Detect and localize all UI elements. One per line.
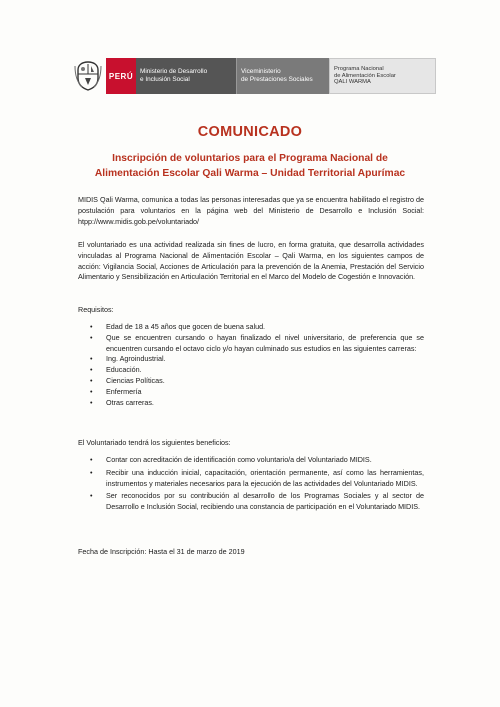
program-line-2: de Alimentación Escolar <box>334 72 396 79</box>
viceministry-block <box>236 58 329 94</box>
list-item: • Enfermería <box>90 387 424 398</box>
vice-line-2: de Prestaciones Sociales <box>241 76 313 83</box>
list-item: • Ciencias Políticas. <box>90 376 424 387</box>
list-item: • Otras carreras. <box>90 398 424 409</box>
letterhead <box>70 58 436 94</box>
benefits-label: El Voluntariado tendrá los siguientes beneficios: <box>78 438 231 447</box>
requirements-label: Requisitos: <box>78 305 114 314</box>
list-item: • Contar con acreditación de identificación como voluntario/a del Voluntariado MIDIS. <box>90 455 424 466</box>
ministry-block <box>136 58 236 94</box>
requirements-list <box>90 322 424 408</box>
vice-line-1: Viceministerio <box>241 68 281 75</box>
list-item: • Que se encuentren cursando o hayan finalizado el nivel universitario, de preferencia que se encuentren cursando el octavo ciclo y/o hayan culminado sus estudios en las siguientes carreras: <box>90 333 424 355</box>
intro-paragraph: MIDIS Qali Warma, comunica a todas las personas interesadas que ya se encuentra habilitado el registro de postulación para voluntarios en la página web del Ministerio de Desarrollo e Inclusión Social: htpp://www.midis.gob.pe/voluntariado/ <box>78 195 424 226</box>
document-title: COMUNICADO <box>197 124 303 140</box>
peru-coat-of-arms-icon <box>70 58 106 94</box>
program-line-1: Programa Nacional <box>334 65 384 72</box>
ministry-line-1: Ministerio de Desarrollo <box>140 68 208 75</box>
subtitle-line-1: Inscripción de voluntarios para el Programa Nacional de <box>112 153 388 164</box>
list-item: • Ser reconocidos por su contribución al desarrollo de los Programas Sociales y al sector de Desarrollo e Inclusión Social, recibiendo una constancia de participación en el Voluntariado MIDIS. <box>90 491 424 513</box>
country-block: PERÚ <box>106 58 136 94</box>
program-block <box>329 58 436 94</box>
list-item: • Educación. <box>90 365 424 376</box>
list-item: • Recibir una inducción inicial, capacitación, orientación permanente, así como las herramientas, instrumentos y materiales necesarios para la ejecución de las actividades del Voluntariado MIDIS. <box>90 468 424 490</box>
ministry-line-2: e Inclusión Social <box>140 76 190 83</box>
subtitle-line-2: Alimentación Escolar Qali Warma – Unidad Territorial Apurímac <box>94 168 406 179</box>
program-line-3: QALI WARMA <box>334 79 371 86</box>
registration-date: Fecha de Inscripción: Hasta el 31 de marzo de 2019 <box>78 547 245 556</box>
benefits-list <box>90 455 424 515</box>
list-item: • Ing. Agroindustrial. <box>90 354 424 365</box>
list-item: • Edad de 18 a 45 años que gocen de buena salud. <box>90 322 424 333</box>
description-paragraph: El voluntariado es una actividad realizada sin fines de lucro, en forma gratuita, que desarrolla actividades vinculadas al Programa Nacional de Alimentación Escolar – Qali Warma, en los siguientes campos de acción: Vigilancia Social, Acciones de Articulación para la prevención de la Anemia, Prestación del Servicio Alimentario y Sensibilización en Articulación Territorial en el Marco del Modelo de Cogestión e Innovación. <box>78 240 424 282</box>
document-subtitle <box>60 151 440 181</box>
